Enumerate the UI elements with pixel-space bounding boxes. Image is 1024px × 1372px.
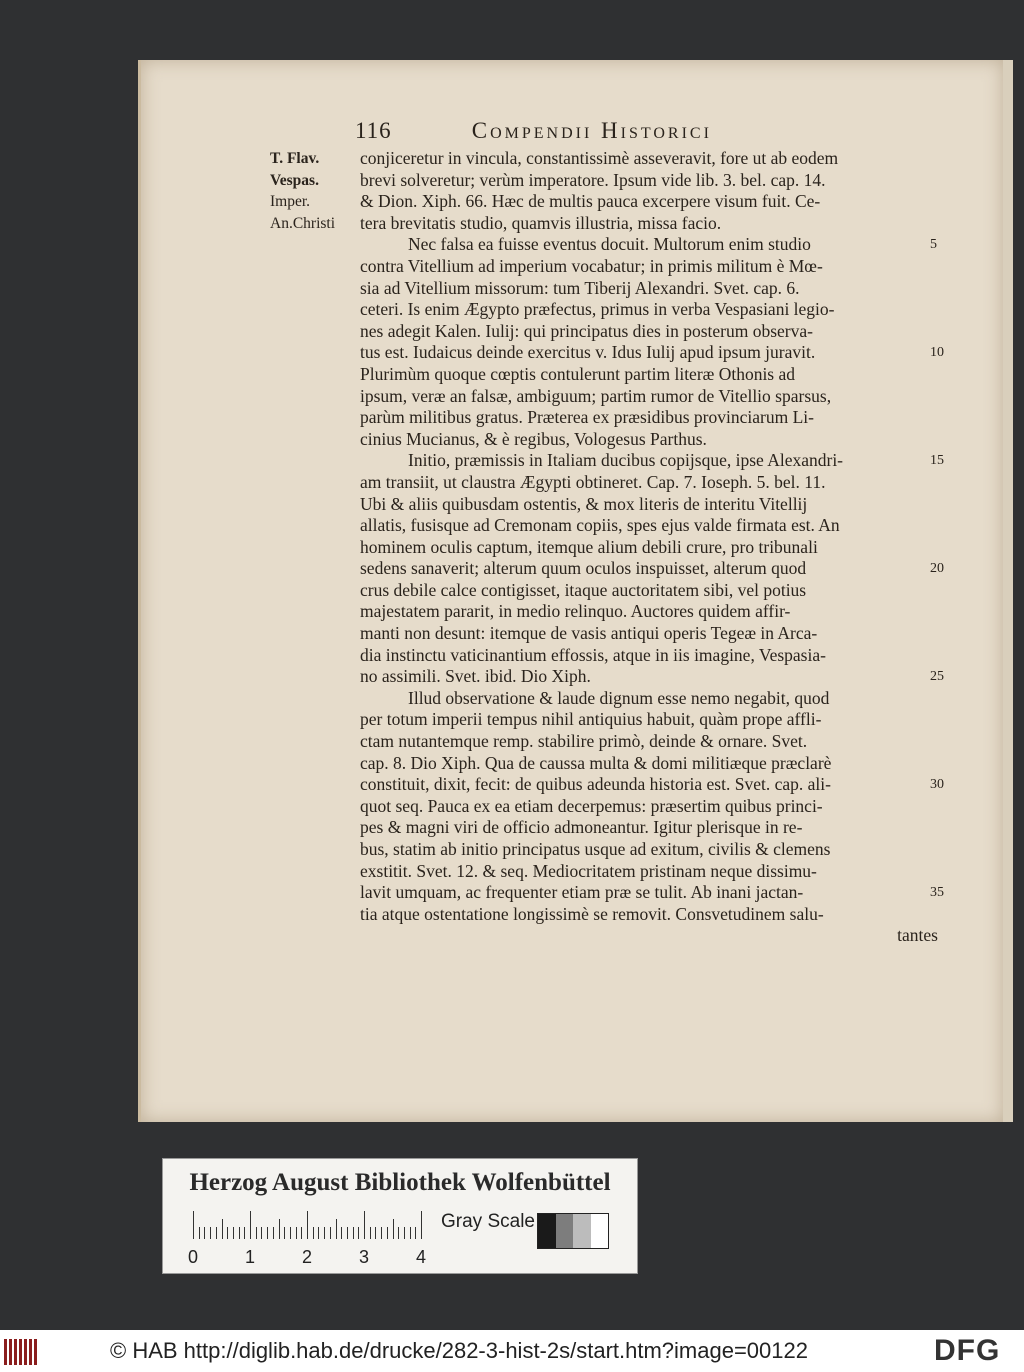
text-line: ipsum, veræ an falsæ, ambiguum; partim rumor de Vitellio sparsus, [360,385,832,406]
running-title: Compendii Historici [471,118,712,143]
ruler-tick [398,1227,399,1239]
text-line: tus est. Iudaicus deinde exercitus v. Idus Iulij apud ipsum juravit. [360,342,816,363]
text-line: lavit umquam, ac frequenter etiam præ se tulit. Ab inani jactan- [360,882,804,903]
ruler-tick [267,1227,268,1239]
text-line: parùm militibus gratus. Præterea ex præsidibus provinciarum Li- [360,407,814,428]
ruler-label: 2 [302,1247,313,1267]
line-number: 10 [930,345,944,361]
grayscale-swatches [537,1213,609,1249]
reference-card [162,1158,638,1274]
ruler-tick [250,1211,251,1239]
ruler-tick [313,1227,314,1239]
ruler-tick [381,1227,382,1239]
text-line: Illud observatione & laude dignum esse nemo negabit, quod [408,687,830,708]
ruler-tick [341,1227,342,1239]
line-number: 35 [930,885,944,901]
text-line: & Dion. Xiph. 66. Hæc de multis pauca excerpere visum fuit. Ce- [360,191,821,212]
ruler-tick [393,1219,394,1239]
ruler-label: 3 [359,1247,370,1267]
text-line: sedens sanaverit; alterum quum oculos inspuisset, alterum quod [360,558,807,579]
ruler-tick [358,1227,359,1239]
ruler-tick [375,1227,376,1239]
text-line: sia ad Vitellium missorum: tum Tiberij Alexandri. Svet. cap. 6. [360,277,800,298]
line-number: 20 [930,561,944,577]
text-line: nes adegit Kalen. Iulij: qui principatus dies in posterum observa- [360,320,813,341]
text-line: manti non desunt: itemque de vasis antiqui operis Tegeæ in Arca- [360,623,818,644]
text-line: bus, statim ab initio principatus usque ad exitum, civilis & clemens [360,839,831,859]
page-header [355,118,895,144]
text-line: constituit, dixit, fecit: de quibus adeunda historia est. Svet. cap. ali- [360,774,831,795]
ruler-tick [387,1227,388,1239]
line-numbers [930,148,970,947]
text-line: quot seq. Pauca ex ea etiam decerpemus: præsertim quibus princi- [360,795,823,816]
text-line: am transiit, ut claustra Ægypti obtineret. Cap. 7. Ioseph. 5. bel. 11. [360,471,826,492]
body-text [360,148,938,947]
ruler-label: 4 [416,1247,427,1267]
text-line: allatis, fusisque ad Cremonam copiis, spes ejus valde firmata est. An [360,515,840,536]
ruler-tick [279,1219,280,1239]
grayscale-swatch [556,1214,574,1248]
line-number: 15 [930,453,944,469]
footer-bar [0,1330,1024,1372]
line-number: 30 [930,777,944,793]
ruler-tick [204,1227,205,1239]
ruler-tick [261,1227,262,1239]
text-line: pes & magni viri de officio admoneantur. Igitur plerisque in re- [360,817,803,838]
text-line: dia instinctu vaticinantium effossis, atque in iis imagine, Vespasia- [360,644,826,665]
margin-note: Vespas. [270,171,319,189]
ruler-tick [244,1227,245,1239]
grayscale-label: Gray Scale [441,1211,535,1232]
ruler-tick [216,1227,217,1239]
ruler-tick [199,1227,200,1239]
ruler-tick [353,1227,354,1239]
text-line: hominem oculis captum, itemque alium debili crure, pro tribunali [360,536,818,557]
ruler-tick [324,1227,325,1239]
copyright-link[interactable]: © HAB http://diglib.hab.de/drucke/282-3-hist-2s/start.htm?image=00122 [110,1338,808,1363]
ruler-tick [233,1227,234,1239]
text-line: crus debile calce contigisset, itaque auctoritatem sibi, vel potius [360,579,807,600]
text-line: ctam nutantemque remp. stabilire primò, deinde & ornare. Svet. [360,731,808,752]
text-line: majestatem pararit, in medio relinquo. Auctores quidem affir- [360,601,791,622]
ruler-tick [301,1227,302,1239]
dfg-logo: DFG [934,1334,1001,1367]
text-line: contra Vitellium ad imperium vocabatur; in primis militum è Mœ- [360,255,823,276]
ruler-tick [410,1227,411,1239]
ruler-tick [404,1227,405,1239]
ruler-tick [347,1227,348,1239]
grayscale-swatch [573,1214,591,1248]
text-line: per totum imperii tempus nihil antiquius habuit, quàm prope affli- [360,709,822,730]
ruler-tick [239,1227,240,1239]
ruler-tick [336,1219,337,1239]
ruler-tick [284,1227,285,1239]
text-line: ceteri. Is enim Ægypto præfectus, primus in verba Vespasiani legio- [360,299,835,320]
margin-notes [270,148,352,234]
ruler-tick [290,1227,291,1239]
ruler-tick [222,1219,223,1239]
line-number: 5 [930,237,937,253]
ruler-tick [318,1227,319,1239]
text-line: tia atque ostentatione longissimè se removit. Consvetudinem salu- [360,903,824,924]
ruler-tick [193,1211,194,1239]
margin-note: Imper. [270,193,311,210]
ruler-tick [273,1227,274,1239]
ruler-tick [227,1227,228,1239]
text-line: exstitit. Svet. 12. & seq. Mediocritatem pristinam neque dissimu- [360,860,817,881]
ruler-tick [370,1227,371,1239]
page-number: 116 [355,118,392,143]
text-line: tera brevitatis studio, quamvis illustria, missa facio. [360,212,722,233]
line-number: 25 [930,669,944,685]
text-line: cap. 8. Dio Xiph. Qua de caussa multa & domi militiæque præclarè [360,752,832,773]
grayscale-swatch [591,1214,609,1248]
text-line: no assimili. Svet. ibid. Dio Xiph. [360,666,591,687]
ruler-tick [415,1227,416,1239]
ruler-tick [307,1211,308,1239]
ruler-tick [210,1227,211,1239]
grayscale-swatch [538,1214,556,1248]
text-line: Nec falsa ea fuisse eventus docuit. Multorum enim studio [408,234,811,255]
text-line: Initio, præmissis in Italiam ducibus copijsque, ipse Alexandri- [408,450,844,471]
ruler-label: 1 [245,1247,256,1267]
margin-note: T. Flav. [270,150,320,167]
ruler-label: 0 [188,1247,199,1267]
ruler-tick [296,1227,297,1239]
text-line: Ubi & aliis quibusdam ostentis, & mox literis de interitu Vitellij [360,493,808,514]
margin-note: An.Christi [270,214,336,232]
text-line: Plurimùm quoque cœptis contulerunt partim literæ Othonis ad [360,363,796,384]
text-line: cinius Mucianus, & è regibus, Vologesus Parthus. [360,428,707,449]
ruler-tick [364,1211,365,1239]
hab-logo-icon [4,1339,46,1365]
text-line: conjiceretur in vincula, constantissimè asseveravit, fore ut ab eodem [360,148,839,168]
ruler-tick [330,1227,331,1239]
ruler-tick [256,1227,257,1239]
text-line: brevi solveretur; verùm imperatore. Ipsum vide lib. 3. bel. cap. 14. [360,169,826,190]
library-name: Herzog August Bibliothek Wolfenbüttel [189,1169,611,1196]
ruler-tick [421,1211,422,1239]
text-line: tantes [897,925,938,946]
